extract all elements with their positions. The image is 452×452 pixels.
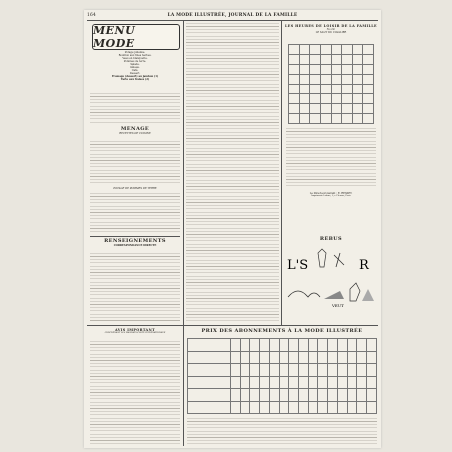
menage-heading: MÉNAGE [120, 126, 150, 132]
header-rule [87, 20, 378, 21]
renseignements-section [90, 238, 180, 252]
section-rule [87, 325, 378, 326]
figure-icon [318, 249, 326, 267]
menu-item: Potage julienne. [124, 51, 146, 54]
recipe-title: Fromage (dessert) au jambon (1) [111, 75, 159, 78]
column-divider [281, 21, 282, 325]
avis-text-block [90, 341, 180, 445]
menage-subheading-2: POTAGE DE POMMES DE TERRE [113, 187, 157, 190]
menu-item: Bouillon aux fines herbes. [118, 54, 152, 57]
menage-section [90, 126, 180, 140]
journal-page [84, 10, 381, 448]
menage-text-block [90, 141, 180, 186]
rebus-title [284, 236, 378, 244]
menu-text-block [90, 93, 180, 123]
printer-line: Imprimerie Lahure, 9, r. Fleurus, Paris [311, 195, 351, 197]
knight-tour-grid [288, 44, 374, 124]
rebus-illustration [284, 245, 378, 325]
menu-banner: MENU MODE [92, 24, 180, 50]
menage-subheading: RECETTES DE CUISINE [119, 132, 151, 135]
bird-icon [288, 291, 320, 297]
heures-subheading: LE SAUT DU CAVALIER [315, 31, 347, 34]
menage-text-block-2 [90, 193, 180, 233]
boat-icon [324, 291, 344, 299]
figure-icon [350, 283, 360, 301]
director-signature: Le Directeur-Gérant : E. RESSET. [309, 192, 353, 195]
mountain-icon [362, 289, 374, 301]
prices-footnotes [187, 418, 377, 444]
rebus-letter: L'S [287, 258, 309, 273]
arrows-icon [334, 253, 344, 267]
rebus-letter: R [359, 258, 369, 273]
recipe-title: Tarte aux fraises (2) [120, 78, 150, 81]
heures-heading: LES HEURES DE LOISIR DE LA FAMILLE [284, 24, 378, 28]
page-header [84, 10, 381, 20]
menu-item: Veau en blanquette. [122, 57, 148, 60]
menu-list [90, 51, 180, 91]
menu-item: Gâteau. [130, 66, 140, 69]
avis-subheading: CONCERNANT LES MANDATS-POSTE INTERNATIONAUX [104, 332, 166, 334]
avis-section [90, 328, 180, 340]
column-divider [183, 21, 184, 325]
page-number: 164 [87, 13, 96, 18]
heures-footer [284, 192, 378, 202]
menu-item: Pommes de terre. [123, 60, 147, 63]
rebus-heading: RÉBUS [319, 236, 343, 242]
rebus-word: VEUT [332, 303, 344, 308]
renseignements-subheading: CORRESPONDANCE DIRECTE [113, 244, 157, 247]
menu-item: Salade. [130, 63, 140, 66]
renseignements-heading: RENSEIGNEMENTS [104, 238, 166, 244]
column-divider [183, 326, 184, 446]
avis-heading: AVIS IMPORTANT [114, 328, 156, 332]
menage-subsection [90, 187, 180, 192]
rebus-drawing [284, 245, 378, 325]
prices-table [187, 338, 377, 414]
menu-item: Dessert. [129, 72, 141, 75]
heures-text-block [286, 128, 376, 188]
heures-number: No 20. [326, 28, 336, 31]
prices-heading: PRIX DES ABONNEMENTS À LA MODE ILLUSTRÉE [201, 328, 363, 334]
renseignements-text-block [90, 253, 180, 323]
middle-column-text [186, 23, 279, 323]
journal-title: LA MODE ILLUSTRÉE, JOURNAL DE LA FAMILLE [167, 13, 298, 18]
heures-section [284, 24, 378, 44]
menu-item: Café. [131, 69, 139, 72]
section-rule [90, 236, 180, 237]
